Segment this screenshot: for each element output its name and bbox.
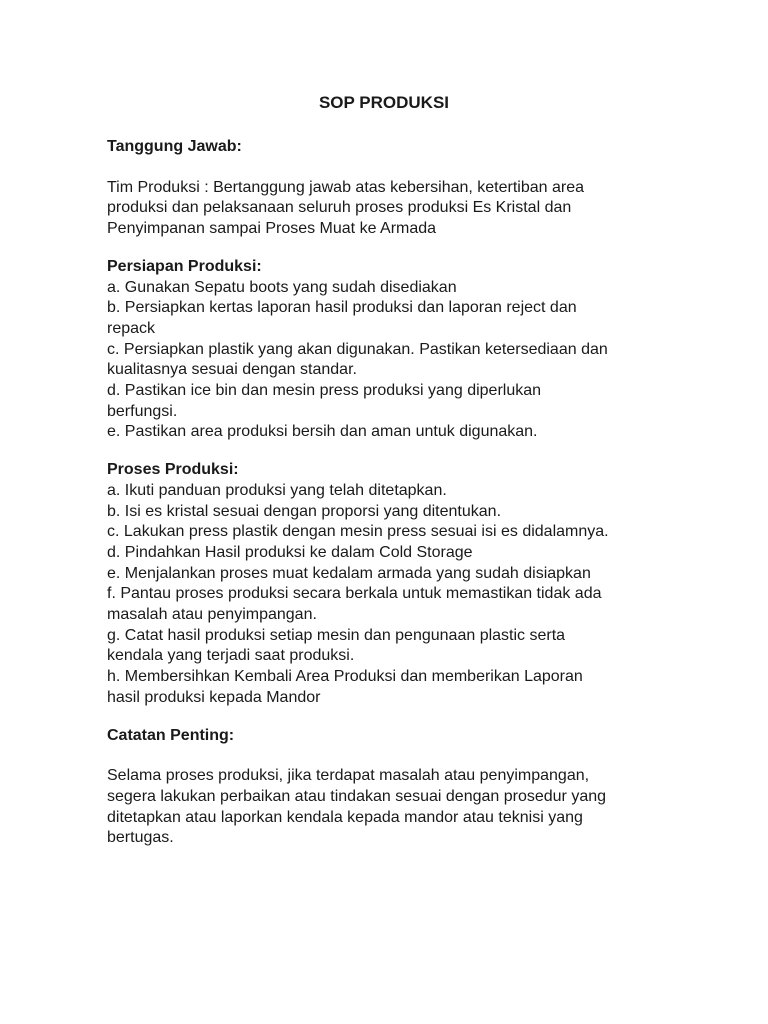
list-item: d. Pastikan ice bin dan mesin press produksi yang diperlukan	[107, 382, 542, 400]
list-item: a. Gunakan Sepatu boots yang sudah disediakan	[107, 278, 457, 296]
section-persiapan-produksi	[107, 257, 677, 443]
text-line: produksi dan pelaksanaan seluruh proses produksi Es Kristal dan	[107, 199, 572, 217]
section-proses-produksi	[107, 460, 677, 708]
section-heading: Persiapan Produksi:	[107, 257, 262, 275]
list-item: kualitasnya sesuai dengan standar.	[107, 361, 357, 379]
list-item: e. Pastikan area produksi bersih dan aman untuk digunakan.	[107, 423, 538, 441]
list-item: c. Persiapkan plastik yang akan digunakan. Pastikan ketersediaan dan	[107, 340, 608, 358]
section-heading: Catatan Penting:	[107, 726, 235, 744]
section-paragraph	[107, 178, 677, 240]
text-line: ditetapkan atau laporkan kendala kepada mandor atau teknisi yang	[107, 808, 583, 826]
section-catatan-penting	[107, 726, 677, 850]
section-paragraph	[107, 766, 677, 849]
list-item: kendala yang terjadi saat produksi.	[107, 647, 355, 665]
text-line: segera lakukan perbaikan atau tindakan sesuai dengan prosedur yang	[107, 787, 607, 805]
document-title: SOP PRODUKSI	[318, 93, 450, 112]
list-item: b. Isi es kristal sesuai dengan proporsi yang ditentukan.	[107, 502, 502, 520]
list-item: masalah atau penyimpangan.	[107, 606, 317, 624]
list-item: b. Persiapkan kertas laporan hasil produksi dan laporan reject dan	[107, 299, 577, 317]
text-line: Tim Produksi : Bertanggung jawab atas kebersihan, ketertiban area	[107, 178, 585, 196]
section-tanggung-jawab	[107, 137, 677, 240]
text-line: Selama proses produksi, jika terdapat masalah atau penyimpangan,	[107, 767, 590, 785]
section-list	[107, 481, 677, 709]
list-item: hasil produksi kepada Mandor	[107, 688, 321, 706]
list-item: c. Lakukan press plastik dengan mesin press sesuai isi es didalamnya.	[107, 523, 609, 541]
text-line: Penyimpanan sampai Proses Muat ke Armada	[107, 220, 437, 238]
text-line: bertugas.	[107, 829, 174, 847]
list-item: repack	[107, 319, 156, 337]
list-item: a. Ikuti panduan produksi yang telah ditetapkan.	[107, 481, 447, 499]
document-body	[107, 137, 677, 849]
list-item: g. Catat hasil produksi setiap mesin dan pengunaan plastic serta	[107, 626, 566, 644]
section-heading: Tanggung Jawab:	[107, 138, 242, 155]
section-heading: Proses Produksi:	[107, 461, 239, 479]
list-item: berfungsi.	[107, 402, 178, 420]
section-list	[107, 278, 677, 444]
list-item: f. Pantau proses produksi secara berkala untuk memastikan tidak ada	[107, 585, 602, 603]
list-item: d. Pindahkan Hasil produksi ke dalam Cold Storage	[107, 543, 473, 561]
list-item: e. Menjalankan proses muat kedalam armada yang sudah disiapkan	[107, 564, 591, 582]
list-item: h. Membersihkan Kembali Area Produksi dan memberikan Laporan	[107, 668, 583, 686]
